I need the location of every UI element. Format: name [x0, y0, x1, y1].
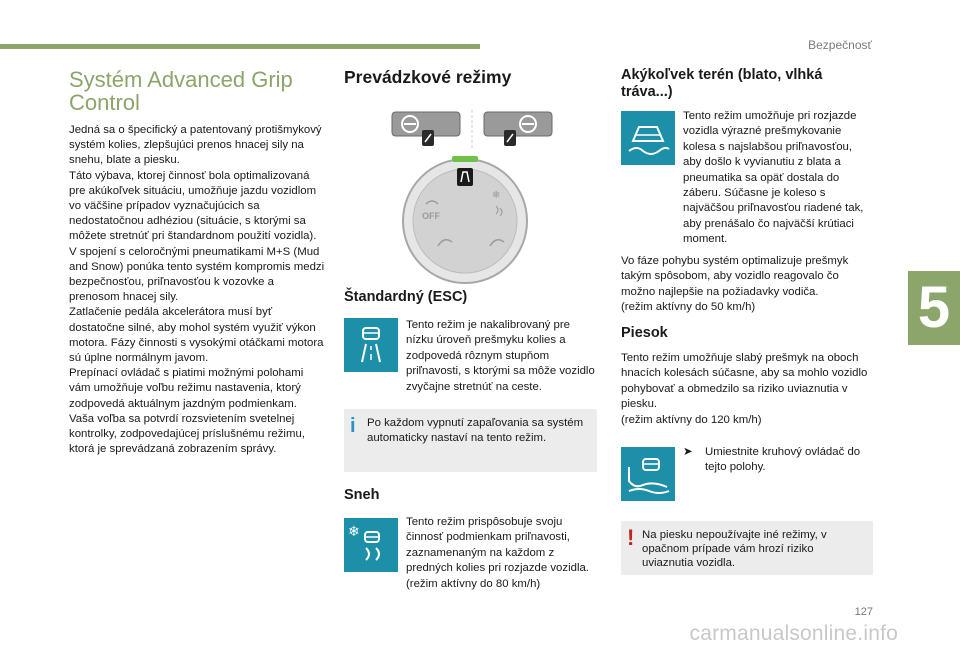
modes-heading: Prevádzkové režimy — [344, 67, 512, 87]
header-accent-bar — [0, 44, 480, 49]
intro-paragraph: Táto výbava, ktorej činnosť bola optimalizovaná pre akúkoľvek situáciu, umožňuje jazdu vozidlom vo väčšine prípadov vyznačujúcich sa nedostatočnou adhéziou (situácie, s ktorými sa môžete stretnúť pri štandardnom použití vozidla). — [69, 169, 317, 243]
sand-mode-text — [621, 351, 873, 428]
snow-mode-icon — [344, 518, 398, 572]
standard-mode-heading: Štandardný (ESC) — [344, 289, 468, 305]
info-note — [344, 409, 597, 472]
arrow-bullet-icon: ➤ — [683, 446, 693, 458]
watermark: carmanualsonline.info — [689, 622, 898, 645]
snow-mode-paragraph: Tento režim prispôsobuje svoju činnosť podmienkam priľnavosti, zaznamenaným na každom z predných kolies pri rozjazde vozidla. — [406, 516, 589, 575]
intro-paragraph: Jedná sa o špecifický a patentovaný protišmykový systém kolies, zlepšujúci prenos hnacej sily na snehu, blate a piesku. — [69, 124, 322, 167]
dial-graphic — [400, 154, 530, 284]
intro-paragraph: Vaša voľba sa potvrdí rozsvietením svetelnej kontrolky, zodpovedajúcej príslušnému režimu, ktorá je sprevádzaná zobrazením správy. — [69, 412, 305, 456]
dial-off-label: OFF — [422, 211, 440, 221]
mud-mode-phase-text — [621, 254, 873, 316]
snow-mode-heading: Sneh — [344, 487, 380, 503]
warning-note-text: Na piesku nepoužívajte iné režimy, v opačnom prípade vám hrozí riziko uviaznutia vozidla. — [642, 529, 827, 569]
lamp-icons — [388, 108, 558, 152]
chapter-tab: 5 — [908, 271, 960, 345]
svg-text:❄: ❄ — [348, 524, 360, 540]
road-car-icon — [344, 318, 398, 372]
sand-car-icon — [621, 447, 675, 501]
mud-mode-icon — [621, 111, 675, 165]
sand-instruction — [683, 445, 873, 476]
warning-lamps-illustration — [388, 108, 558, 152]
intro-paragraph: Zatlačenie pedála akcelerátora musí byť dostatočne silné, aby mohol systém využiť výkon motora. Fázy činnosti s vysokými otáčkami motora sú úplne normálnym javom. — [69, 306, 324, 365]
page-number: 127 — [854, 606, 873, 618]
sand-mode-heading: Piesok — [621, 325, 668, 341]
warning-note — [621, 521, 873, 575]
warning-icon: ! — [627, 525, 635, 550]
info-note-text: Po každom vypnutí zapaľovania sa systém automaticky nastaví na tento režim. — [367, 417, 584, 445]
page-title: Systém Advanced Grip Control — [69, 67, 293, 115]
intro-paragraph: Prepínací ovládač s piatimi možnými polohami vám umožňuje voľbu režimu nastavenia, ktorý zodpovedá aktuálnym jazdným podmienkam. — [69, 367, 304, 410]
sand-mode-paragraph: Tento režim umožňuje slabý prešmyk na oboch hnacích kolesách súčasne, aby sa mohlo vozidlo pohybovať a obmedzilo sa riziko uviaznutia v piesku. — [621, 352, 868, 411]
standard-mode-text: Tento režim je nakalibrovaný pre nízku úroveň prešmyku kolies a zodpovedá rôznym stupňom priľnavosti, s ktorými sa môže vozidlo zvyčajne stretnúť na ceste. — [406, 319, 595, 393]
snow-car-icon — [344, 518, 398, 572]
mud-mode-text: Tento režim umožňuje pri rozjazde vozidla výrazné prešmykovanie kolesa s najslabšou priľnavosťou, aby došlo k vyvianutiu z blata a pneumatika sa opäť dostala do záberu. Súčasne je koleso s najväčšou priľnavosťou riadené tak, aby prenášalo čo najväčší krútiaci moment. — [683, 110, 864, 246]
snow-mode-speed: (režim aktívny do 80 km/h) — [406, 577, 541, 590]
intro-text — [69, 123, 327, 457]
sand-mode-icon — [621, 447, 675, 501]
intro-paragraph: V spojení s celoročnými pneumatikami M+S (Mud and Snow) ponúka tento systém kompromis medzi bezpečnosťou, priľnavosťou k vozovke a prenosom hnacej sily. — [69, 245, 325, 304]
mud-mode-phase-paragraph: Vo fáze pohybu systém optimalizuje prešmyk takým spôsobom, aby vozidlo reagovalo čo možno najlepšie na požiadavky vodiča. — [621, 255, 849, 298]
sand-instruction-text: Umiestnite kruhový ovládač do tejto polohy. — [705, 446, 861, 474]
section-label: Bezpečnosť — [808, 38, 872, 52]
standard-mode-icon — [344, 318, 398, 372]
mode-selector-dial[interactable] — [400, 154, 530, 284]
sand-mode-speed: (režim aktívny do 120 km/h) — [621, 413, 762, 426]
snow-mode-text — [406, 515, 598, 592]
info-icon: i — [350, 415, 356, 437]
mud-mode-heading: Akýkoľvek terén (blato, vlhká tráva...) — [621, 67, 823, 100]
svg-text:❄: ❄ — [492, 190, 501, 201]
offroad-car-icon — [621, 111, 675, 165]
mud-mode-speed: (režim aktívny do 50 km/h) — [621, 301, 756, 314]
